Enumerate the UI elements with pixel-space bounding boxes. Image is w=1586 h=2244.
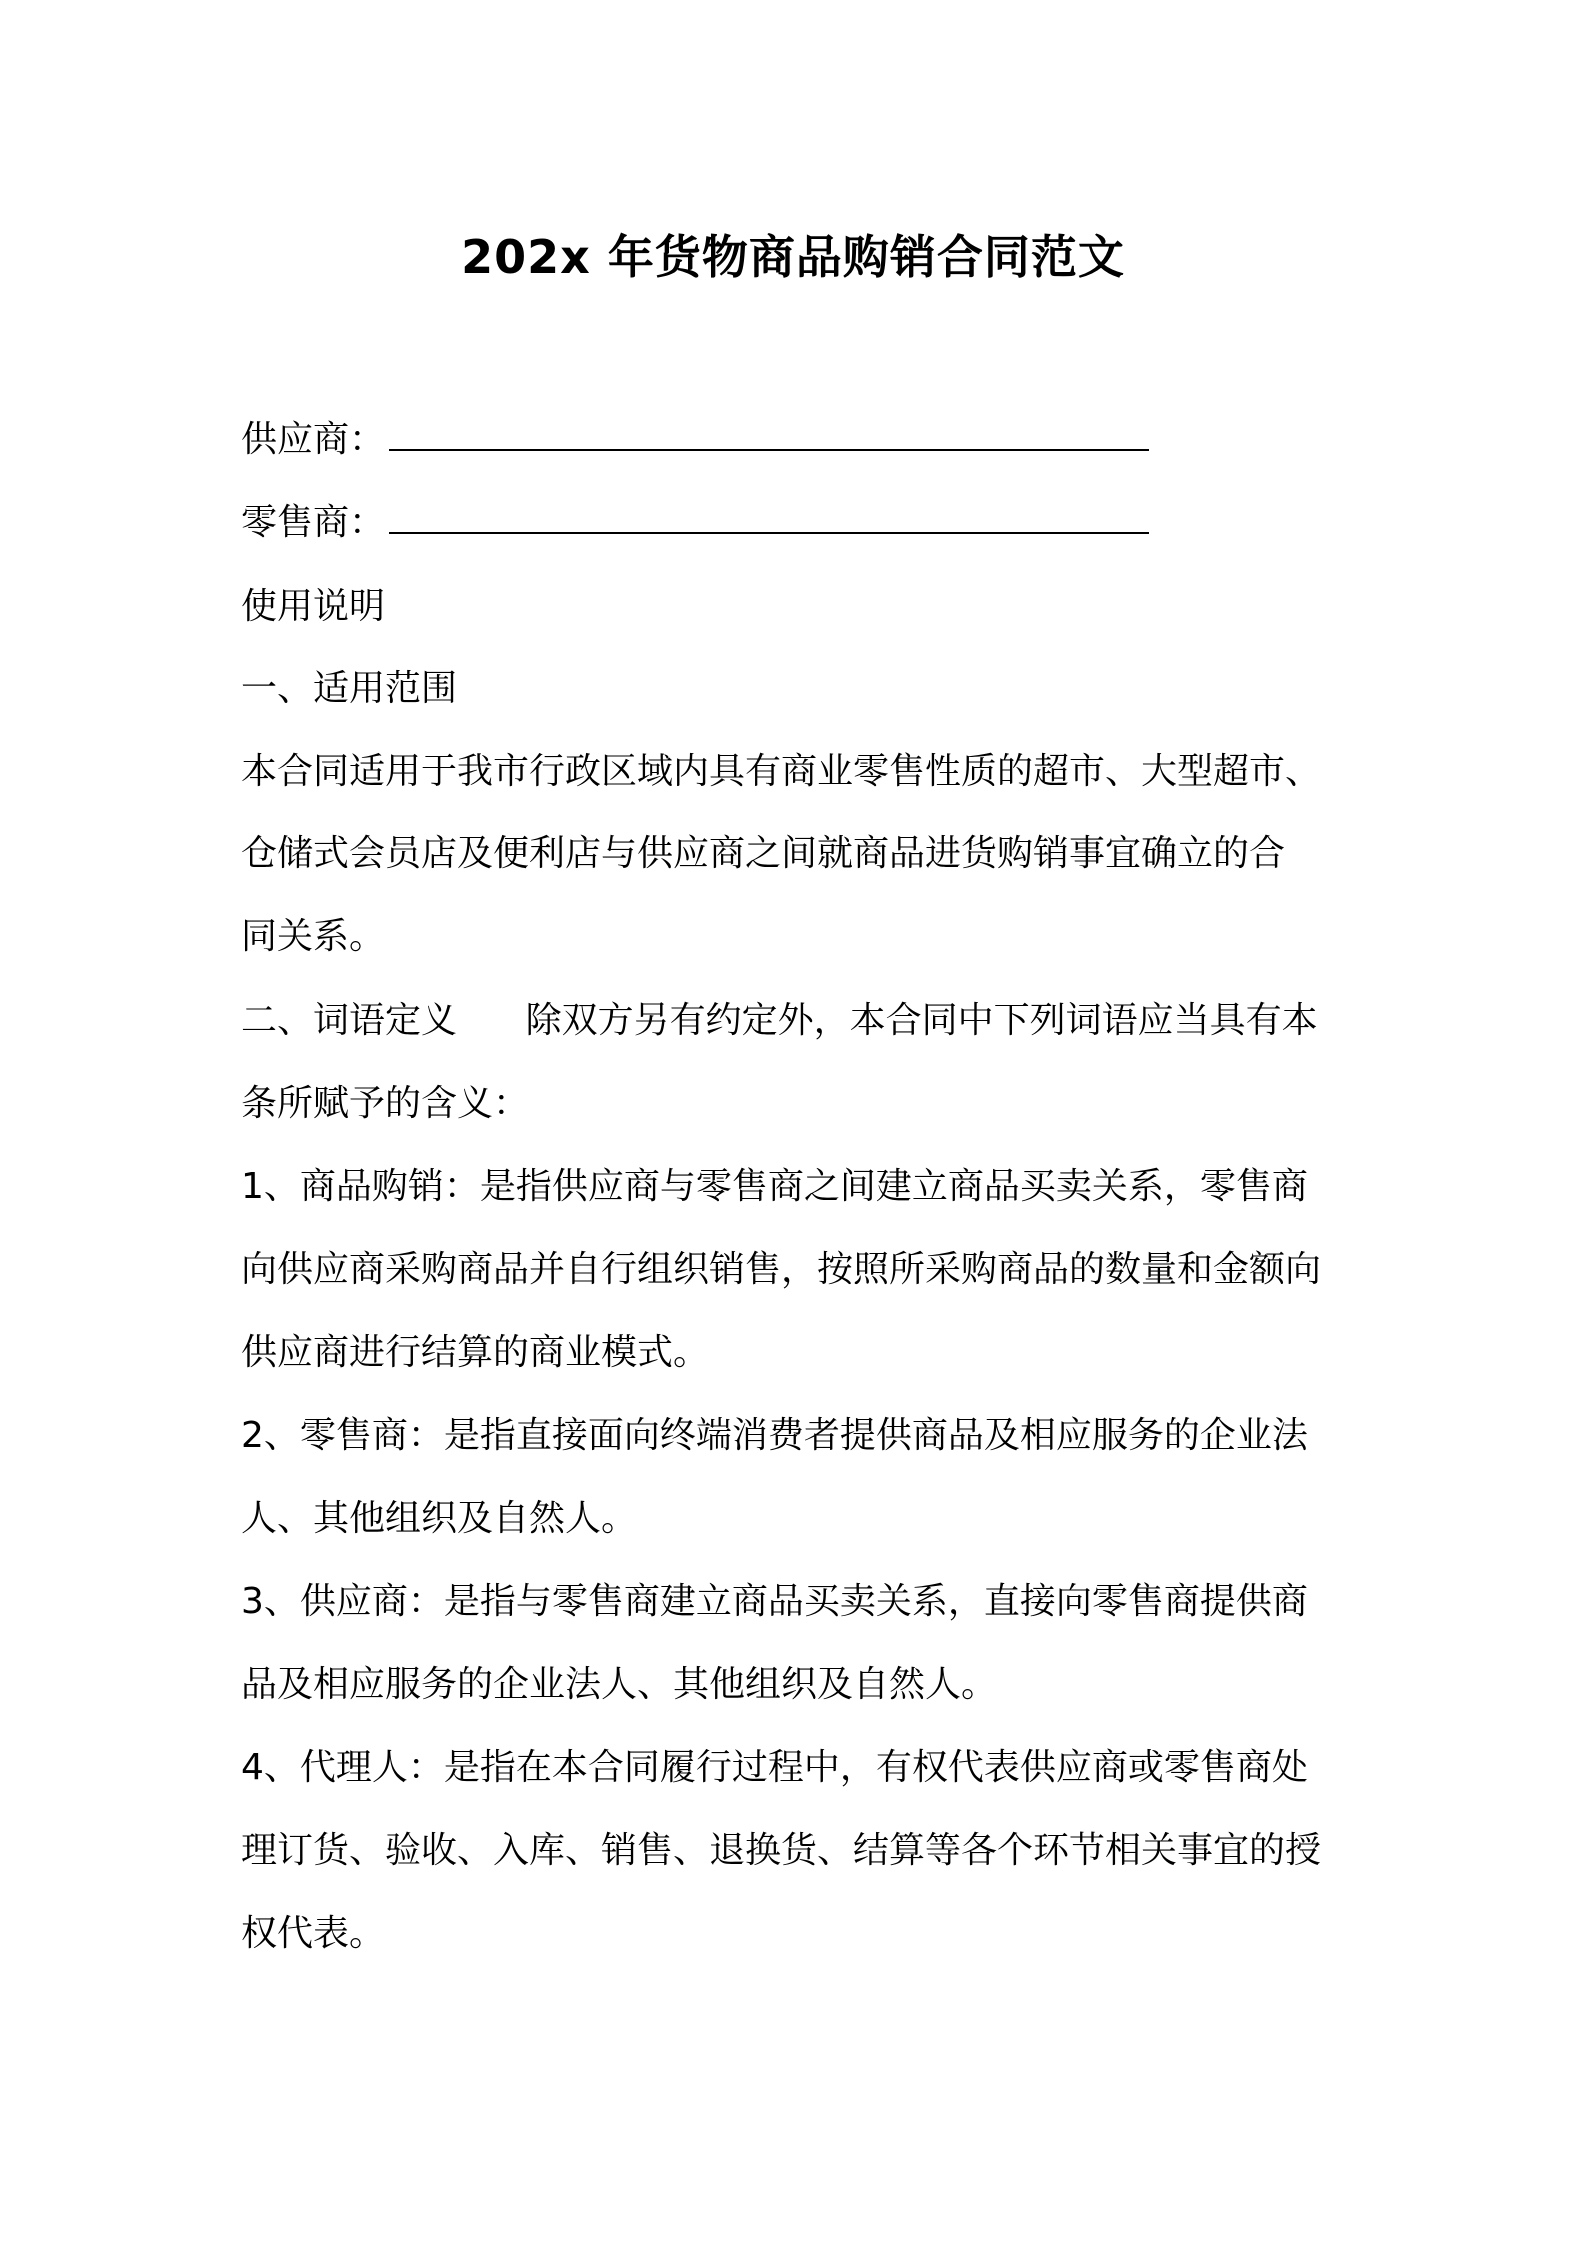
paragraph-line: 同关系。 (241, 916, 386, 957)
supplier-field (241, 399, 1149, 482)
paragraph-line: 供应商进行结算的商业模式。 (241, 1332, 710, 1373)
retailer-blank (389, 504, 1149, 534)
paragraph-line: 1、商品购销：是指供应商与零售商之间建立商品买卖关系，零售商 (241, 1166, 1308, 1207)
retailer-field (241, 482, 1149, 565)
paragraph-line: 4、代理人：是指在本合同履行过程中，有权代表供应商或零售商处 (241, 1747, 1308, 1788)
section-heading-definitions: 二、词语定义 除双方另有约定外，本合同中下列词语应当具有本 (241, 1000, 1318, 1041)
paragraph-line: 3、供应商：是指与零售商建立商品买卖关系，直接向零售商提供商 (241, 1581, 1308, 1622)
paragraph-line: 本合同适用于我市行政区域内具有商业零售性质的超市、大型超市、 (241, 751, 1322, 792)
paragraph-line: 向供应商采购商品并自行组织销售，按照所采购商品的数量和金额向 (241, 1249, 1322, 1290)
supplier-blank (389, 421, 1149, 451)
document-title: 202x 年货物商品购销合同范文 (461, 230, 1125, 284)
retailer-label: 零售商： (241, 502, 386, 543)
usage-heading: 使用说明 (241, 586, 386, 627)
paragraph-line: 仓储式会员店及便利店与供应商之间就商品进货购销事宜确立的合 (241, 833, 1286, 874)
paragraph-line: 人、其他组织及自然人。 (241, 1498, 638, 1539)
paragraph-line: 品及相应服务的企业法人、其他组织及自然人。 (241, 1664, 998, 1705)
paragraph-line: 理订货、验收、入库、销售、退换货、结算等各个环节相关事宜的授 (241, 1830, 1322, 1871)
supplier-label: 供应商： (241, 419, 386, 460)
paragraph-line: 权代表。 (241, 1913, 386, 1954)
paragraph-line: 2、零售商：是指直接面向终端消费者提供商品及相应服务的企业法 (241, 1415, 1308, 1456)
section-heading-scope: 一、适用范围 (241, 668, 458, 709)
paragraph-line: 条所赋予的含义： (241, 1083, 530, 1124)
